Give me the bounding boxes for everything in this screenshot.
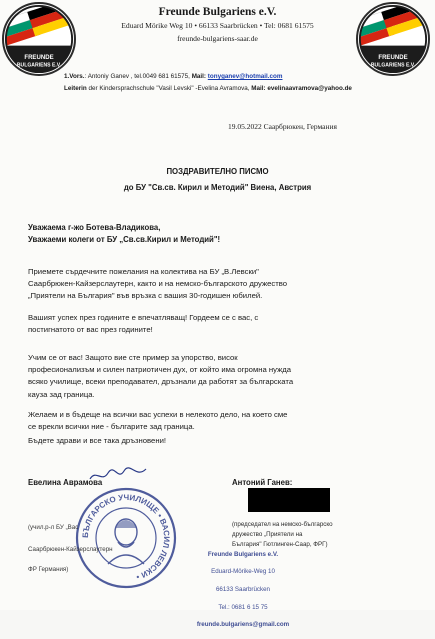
body-paragraph-3: Учим се от вас! Защото вие сте пример за упорство, висок професионализъм и силен патриотичен дух, от който има огромна нужда всяко училище, всеки преподавател, дръзнали да работят за българската кауза зад граница. [28,353,294,399]
svg-text:BULGARIENS E.V.: BULGARIENS E.V. [370,62,416,69]
organization-address: Eduard Mörike Weg 10 • 66133 Saarbrücken • Tel: 0681 61575 [121,21,314,30]
director-text: der Kindersprachschule "Vasil Levski" -Evelina Avramova, [86,85,252,92]
director-email[interactable]: evelinaavramova@yahoo.de [267,85,352,92]
rect-stamp-city: 66133 Saarbrücken [215,585,270,593]
chairman-mail-label: Mail: [191,73,208,80]
rect-stamp-phone: Tel.: 0681 6 15 75 [218,603,268,611]
right-signatory-role: (председател на немско-българско дружество „Приятели на България" Гютлинген-Саар, ФРГ) [232,521,333,549]
director-label: Leiterin [64,85,87,92]
body-paragraph-2: Вашият успех през годините е впечатляващ! Гордеем се с вас, с постигнатото от вас през годините! [28,313,259,335]
contact-line-chairman [64,73,283,80]
svg-text:FREUNDE: FREUNDE [378,54,408,61]
signatory-right-name: Антоний Ганев: [232,478,293,487]
signatory-left-name: Евелина Аврамова [28,478,103,487]
rect-stamp-name: Freunde Bulgariens e.V. [207,550,279,558]
body-paragraph-4: Желаем и в бъдеще на всички вас успехи в нелекото дело, на което сме се врекли всички ние - българите зад граница. [28,410,288,432]
chairman-label: 1.Vors. [64,73,85,80]
greeting-line-2: Уважаеми колеги от БУ „Св.св.Кирил и Методий"! [28,235,221,244]
body-paragraph-5: Бъдете здрави и все така дръзновени! [28,436,167,445]
rect-stamp-street: Eduard-Mörike-Weg 10 [211,568,275,576]
body-paragraph-1: Приемете сърдечните пожелания на колектива на БУ „В.Левски" Саарбрюкен-Кайзерслаутерн, както и на немско-българското дружество „Приятели на България" във връзка с вашия 30-годишен юбилей. [28,267,287,301]
redacted-signature-block [248,488,330,512]
greeting-line-1: Уважаема г-жо Ботева-Владикова, [28,223,161,232]
svg-text:BULGARIENS E.V.: BULGARIENS E.V. [16,62,62,69]
letter-title: ПОЗДРАВИТЕЛНО ПИСМО [166,167,269,176]
organization-name: Freunde Bulgariens e.V. [158,6,277,18]
contact-line-director [64,85,352,92]
chairman-text: : Antoniy Ganev , tel.0049 681 61575, [84,73,192,80]
rect-stamp-email: freunde.bulgariens@gmail.com [196,621,290,629]
director-mail-label: Mail: [251,85,268,92]
left-signatory-country: ФР Германия) [28,566,69,573]
left-signatory-school: Саарбрюкен-Кайзерслаутерн [28,546,113,553]
school-round-stamp [74,486,178,590]
association-rect-stamp [168,542,318,639]
round-stamp-text: БЪЛГАРСКО УЧИЛИЩЕ • ВАСИЛ ЛЕВСКИ • [80,492,172,582]
svg-text:FREUNDE: FREUNDE [24,54,54,61]
chairman-email-link[interactable]: tonyganev@hotmail.com [207,73,283,80]
letter-recipient: до БУ "Св.св. Кирил и Методий" Виена, Австрия [123,183,312,192]
date-line: 19.05.2022 Саарбрюкен, Германия [228,122,337,131]
left-signatory-role: (учил.р-л БУ „Вас [28,524,79,531]
organization-website: freunde-bulgariens-saar.de [177,34,258,43]
